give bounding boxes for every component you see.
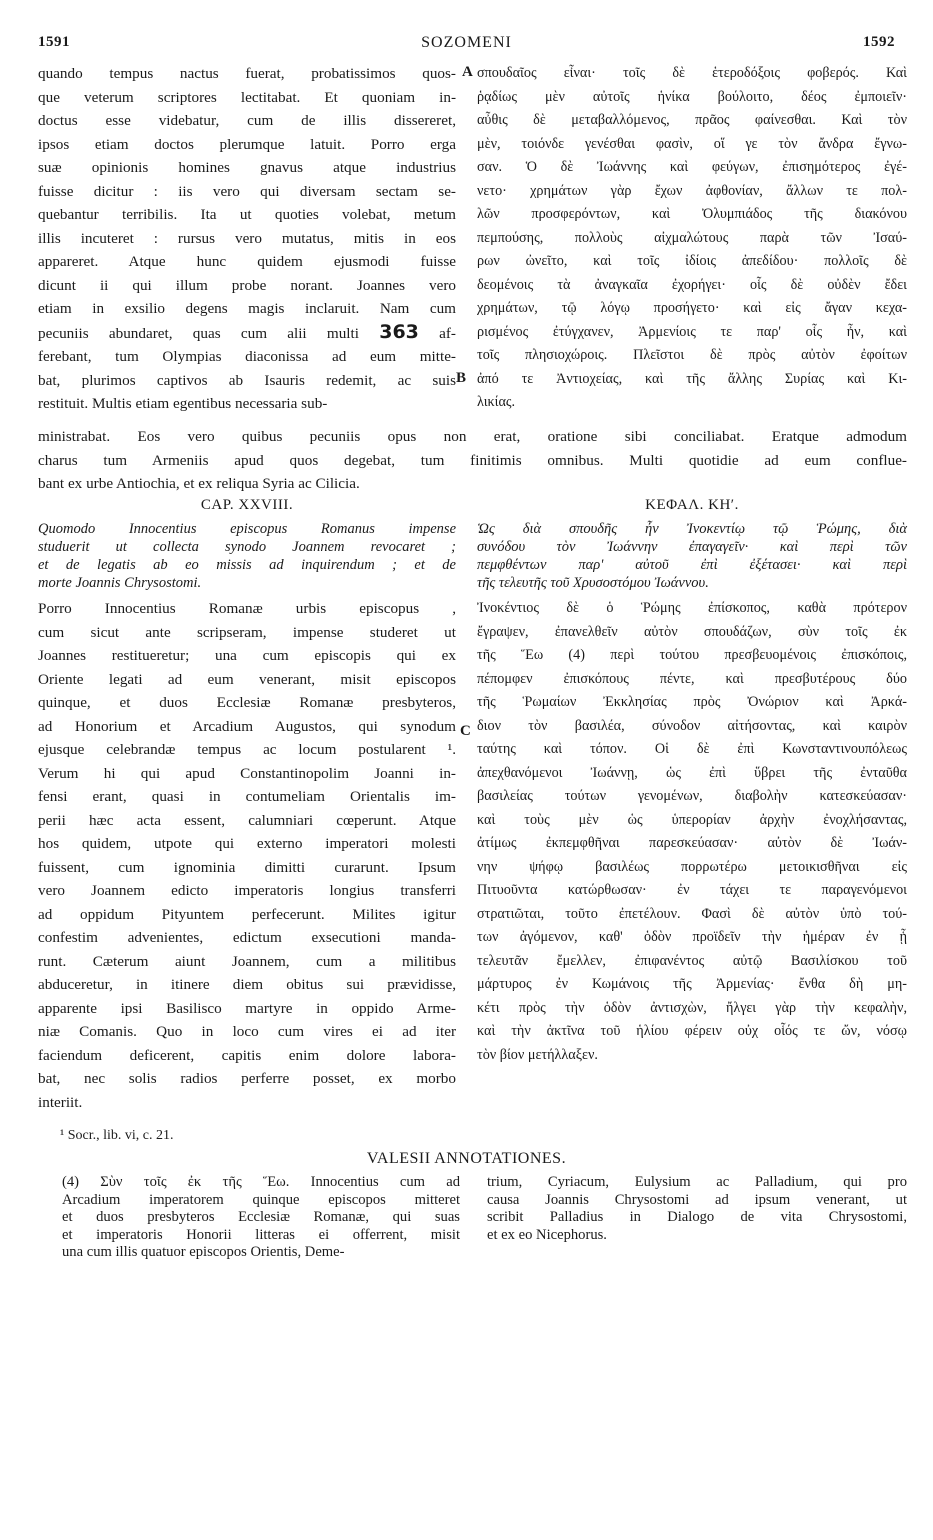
- text-line: χρημάτων, τῷ λόγῳ προσήγετο· καὶ εἰς ἄγαν κεχα-: [477, 300, 907, 316]
- text-line: ipsos etiam doctos plerumque latuit. Porro erga: [38, 135, 456, 153]
- annotations-left-column: [62, 1174, 460, 1262]
- text-line: perii hæc acta essent, calumniari cœperunt. Atque: [38, 811, 456, 829]
- text-line: των ἀγόμενον, καθ' ὁδὸν προϊδεῖν τὴν ἡμέραν ἐν ᾗ: [477, 929, 907, 945]
- text-line: abduceretur, in itinere diem obitus sui prævidisse,: [38, 976, 456, 993]
- text-line: quando tempus nactus fuerat, probatissimos quos-: [38, 65, 456, 82]
- text-line: [38, 321, 456, 346]
- greek-column-top: [477, 62, 907, 415]
- text-line: interiit.: [38, 1093, 83, 1111]
- running-title: SOZOMENI: [421, 34, 512, 51]
- greek-chapter-summary: [477, 520, 907, 592]
- text-line: διον τὸν βασιλέα, σύνοδον αἰτήσοντας, καὶ καιρὸν: [477, 717, 907, 734]
- text-line: bat, nec solis radios perferre posset, ex morbo: [38, 1070, 456, 1087]
- text-line: quebantur terribilis. Ita ut quoties volebat, metum: [38, 206, 456, 223]
- text-line: κέτι πρὸς τὴν ὁδὸν ἀντισχὼν, ἤλγει γὰρ τὴν κεφαλὴν,: [477, 999, 907, 1016]
- text-line: hos quidem, utpote qui externo imperatori molesti: [38, 835, 456, 852]
- text-line: αὖθις δὲ μεταβαλλόμενος, πρᾶος φαίνεσθαι. Καὶ τὸν: [477, 112, 907, 128]
- left-page-number: 1591: [38, 34, 70, 50]
- text-line: vero Joannem edicto imperatoris longius transferri: [38, 882, 456, 899]
- text-line: ἀτίμως ἐκπεμφθῆναι παρεσκεύασαν· αὐτὸν δὲ Ἰωάν-: [477, 835, 907, 851]
- latin-chapter-summary: [38, 520, 456, 592]
- text-fragment: pecuniis abundaret, quas cum alii multi: [38, 324, 380, 342]
- text-line: ἀπό τε Ἀντιοχείας, καὶ τῆς ἄλλης Συρίας καὶ Κι-: [477, 370, 907, 387]
- footnote: ¹ Socr., lib. vi, c. 21.: [60, 1128, 174, 1143]
- text-line: faciendum deficerent, capitis enim dolore labora-: [38, 1046, 456, 1064]
- text-line: ταύτης καὶ τόπον. Οἱ δὲ ἐπὶ Κωνσταντινουπόλεως: [477, 741, 907, 757]
- annotation-line: Arcadium imperatorem quinque episcopos mitteret: [62, 1191, 460, 1208]
- summary-line: morte Joannis Chrysostomi.: [38, 575, 202, 591]
- latin-chapter-heading: CAP. XXVIII.: [200, 497, 294, 513]
- text-line: fuisse dicitur : iis vero qui diversam sectam se-: [38, 182, 456, 200]
- annotation-line: una cum illis quatuor episcopos Orientis, Deme-: [62, 1244, 345, 1260]
- text-line: πεμπούσης, πολλοὺς αἰχμαλώτους παρὰ τῶν Ἰσαύ-: [477, 229, 907, 246]
- text-line: τῆς Ἕω (4) περὶ τούτου πρεσβευομένοις ἐπισκόποις,: [477, 647, 907, 663]
- latin-column-body: [38, 597, 456, 1114]
- text-line: ἔγραψεν, ἐπανελθεῖν αὐτὸν σπουδάζων, σὺν τοῖς ἐκ: [477, 623, 907, 640]
- text-line: Porro Innocentius Romanæ urbis episcopus ,: [38, 600, 456, 617]
- text-line: cum sicut ante scripseram, impense studeret ut: [38, 623, 456, 641]
- text-line: τοῖς πλησιοχώροις. Πλεῖστοι δὲ πρὸς αὐτὸν ἐφοίτων: [477, 347, 907, 363]
- latin-column-top: [38, 62, 456, 416]
- text-line: niæ Comanis. Quo in loco cum vires ei ad iter: [38, 1023, 456, 1040]
- text-line: ad Honorium et Arcadium Augustos, qui synodum: [38, 717, 456, 735]
- text-line: ad oppidum Pityuntem perfecerunt. Milites igitur: [38, 905, 456, 923]
- text-line: τελευτᾶν ἔμελλεν, ἐπιφανέντος αὐτῷ Βασιλίσκου τοῦ: [477, 952, 907, 969]
- text-line: ρισμένος ἐτύγχανεν, Ἀρμενίοις τε παρ' οἷς ἦν, καὶ: [477, 323, 907, 340]
- column-number: 363: [379, 320, 419, 343]
- annotations-heading: VALESII ANNOTATIONES.: [366, 1150, 567, 1167]
- text-line: Verum hi qui apud Constantinopolim Joanni in-: [38, 764, 456, 782]
- text-line: ἀπεχθανόμενοι Ἰωάννῃ, ὡς ἐπὶ ὕβρει τῆς ἐνταῦθα: [477, 764, 907, 781]
- text-line: στρατιῶται, τοῦτο ἐπετέλουν. Φασὶ δὲ αὐτὸν ὑπὸ τού-: [477, 905, 907, 922]
- summary-line: et de legatis ab eo missis ad inquirendum ; et de: [38, 557, 456, 573]
- annotation-line: trium, Cyriacum, Eulysium ac Palladium, qui pro: [487, 1174, 907, 1190]
- text-line: doctus esse videbatur, cum de illis dissereret,: [38, 112, 456, 129]
- text-line: τὸν βίον μετήλλαξεν.: [477, 1046, 598, 1063]
- section-marker-b: B: [456, 370, 467, 386]
- text-line: ρων ὠνεῖτο, καὶ τοῖς ἰδίοις ἀπεδίδου· πολλοῖς δὲ: [477, 253, 907, 269]
- text-line: ejusque celebrandæ tempus ac locum postularent ¹.: [38, 741, 456, 758]
- annotation-line: (4) Σὺν τοῖς ἐκ τῆς Ἕω. Innocentius cum ad: [62, 1174, 460, 1190]
- annotation-line: causa Joannis Chrysostomi ad ipsum venerant, ut: [487, 1191, 907, 1208]
- text-line: charus tum Armeniis apud quos degebat, tum finitimis omnibus. Multi quotidie ad eum conflue-: [38, 451, 907, 469]
- section-marker-a: A: [462, 64, 473, 80]
- text-line: appareret. Atque hunc quidem ejusmodi fuisse: [38, 253, 456, 270]
- text-line: σαν. Ὁ δὲ Ἰωάννης καὶ φεύγων, ἐπισημότερος ἐγέ-: [477, 159, 907, 175]
- text-line: νην ψήφῳ βασιλέως πορρωτέρω μετοικισθῆναι εἰς: [477, 858, 907, 875]
- summary-line: τῆς τελευτῆς τοῦ Χρυσοστόμου Ἰωάννου.: [477, 575, 709, 591]
- text-line: Ἰνοκέντιος δὲ ὁ Ῥώμης ἐπίσκοπος, καθὰ πρότερον: [477, 600, 907, 616]
- text-line: bant ex urbe Antiochia, et ex reliqua Syria ac Cilicia.: [38, 475, 360, 492]
- text-line: confestim advenientes, edictum exsecutioni manda-: [38, 929, 456, 946]
- text-line: λικίας.: [477, 394, 516, 410]
- text-line: apparente ipsi Basilisco martyre in oppido Arme-: [38, 999, 456, 1017]
- summary-line: Quomodo Innocentius episcopus Romanus impense: [38, 521, 456, 537]
- text-line: Πιτυοῦντα κατώρθωσαν· ἐν τάχει τε παραγενόμενοι: [477, 882, 907, 898]
- text-line: fensi erant, quasi in contumeliam Orientalis im-: [38, 788, 456, 805]
- text-line: νετο· χρημάτων γὰρ ἔχων ἀφθονίαν, ἄλλων τε πολ-: [477, 182, 907, 199]
- text-line: σπουδαῖος εἶναι· τοῖς δὲ ἑτεροδόξοις φοβερός. Καὶ: [477, 65, 907, 81]
- text-line: ministrabat. Eos vero quibus pecuniis opus non erat, oratione sibi conciliabat. Eratque admodum: [38, 428, 907, 445]
- summary-line: συνόδου τὸν Ἰωάννην ἐπαγαγεῖν· καὶ περὶ τῶν: [477, 539, 907, 555]
- text-line: καὶ τοὺς μὲν ὡς ὑπερορίαν ἀρχὴν ἐνοχλήσαντας,: [477, 811, 907, 828]
- text-line: etiam in exsilio degens magis inclaruit. Nam cum: [38, 300, 456, 317]
- text-line: Oriente legati ad eum venerant, misit episcopos: [38, 670, 456, 688]
- right-page-number: 1592: [863, 34, 895, 50]
- text-line: que veterum scriptores lectitabat. Et quoniam in-: [38, 88, 456, 106]
- section-marker-c: C: [460, 723, 471, 739]
- text-line: ῥᾳδίως μὲν αὐτοῖς ἡνίκα βούλοιτο, δέος ἐμποιεῖν·: [477, 88, 907, 105]
- annotation-line: scribit Palladius in Dialogo de vita Chrysostomi,: [487, 1209, 907, 1225]
- text-line: μάρτυρος ἐν Κωμάνοις τῆς Ἀρμενίας· ἔνθα δὴ μη-: [477, 976, 907, 992]
- summary-line: Ὡς διὰ σπουδῆς ἦν Ἰνοκεντίῳ τῷ Ῥώμης, διὰ: [477, 521, 907, 537]
- text-line: restituit. Multis etiam egentibus necessaria sub-: [38, 395, 328, 412]
- annotation-line: et ex eo Nicephorus.: [487, 1226, 607, 1243]
- annotation-line: et imperatoris Honorii litteras ei offerrent, misit: [62, 1226, 460, 1243]
- text-line: Joannes restitueretur; una cum episcopis qui ex: [38, 647, 456, 664]
- text-line: βασιλείας τούτων γενομένων, διαβολὴν κατεσκεύασαν·: [477, 788, 907, 804]
- text-line: δεομένοις τὰ ἀναγκαῖα ἐχορήγει· οἷς δὲ οὐδὲν ἔδει: [477, 276, 907, 293]
- text-line: ferebant, tum Olympias diaconissa ad eum mitte-: [38, 348, 456, 365]
- greek-column-body: [477, 597, 907, 1067]
- text-line: dicunt ii qui illum probe norant. Joannes vero: [38, 276, 456, 294]
- text-line: runt. Cæterum aiunt Joannem, cum a militibus: [38, 952, 456, 970]
- latin-full-width-text: [38, 425, 907, 496]
- text-fragment: af-: [418, 324, 456, 342]
- greek-chapter-heading: ΚΕΦΑΛ. ΚΗʹ.: [645, 497, 739, 513]
- text-line: μὲν, τοιόνδε γενέσθαι φασὶν, οἵ γε τὸν ἄνδρα ἔγνω-: [477, 135, 907, 152]
- text-line: fuissent, cum ignominia dimitti curarunt. Ipsum: [38, 858, 456, 876]
- text-line: quinque, et duos Ecclesiæ Romanæ presbyteros,: [38, 694, 456, 711]
- text-line: καὶ τὴν ἀκτῖνα τοῦ ἡλίου φέρειν οὐχ οἷός τε ὤν, νόσῳ: [477, 1023, 907, 1039]
- text-line: πέπομφεν ἐπισκόπους πέντε, καὶ πρεσβυτέρους δύο: [477, 670, 907, 687]
- text-line: suæ opinionis homines gnavus atque industrius: [38, 159, 456, 176]
- text-line: illis incuteret : rursus vero mutatus, mitis in eos: [38, 229, 456, 247]
- annotations-right-column: [487, 1174, 907, 1244]
- summary-line: πεμφθέντων παρ' αὐτοῦ ἐπὶ ἐξέτασει· καὶ περὶ: [477, 557, 907, 573]
- text-line: λῶν προσφερόντων, καὶ Ὀλυμπιάδος τῆς διακόνου: [477, 206, 907, 222]
- summary-line: studuerit ut collecta synodo Joannem revocaret ;: [38, 539, 456, 555]
- text-line: τῆς Ῥωμαίων Ἐκκλησίας πρὸς Ὀνώριον καὶ Ἀρκά-: [477, 694, 907, 710]
- annotation-line: et duos presbyteros Ecclesiæ Romanæ, qui suas: [62, 1209, 460, 1225]
- text-line: bat, plurimos captivos ab Isauris redemit, ac suis: [38, 371, 456, 389]
